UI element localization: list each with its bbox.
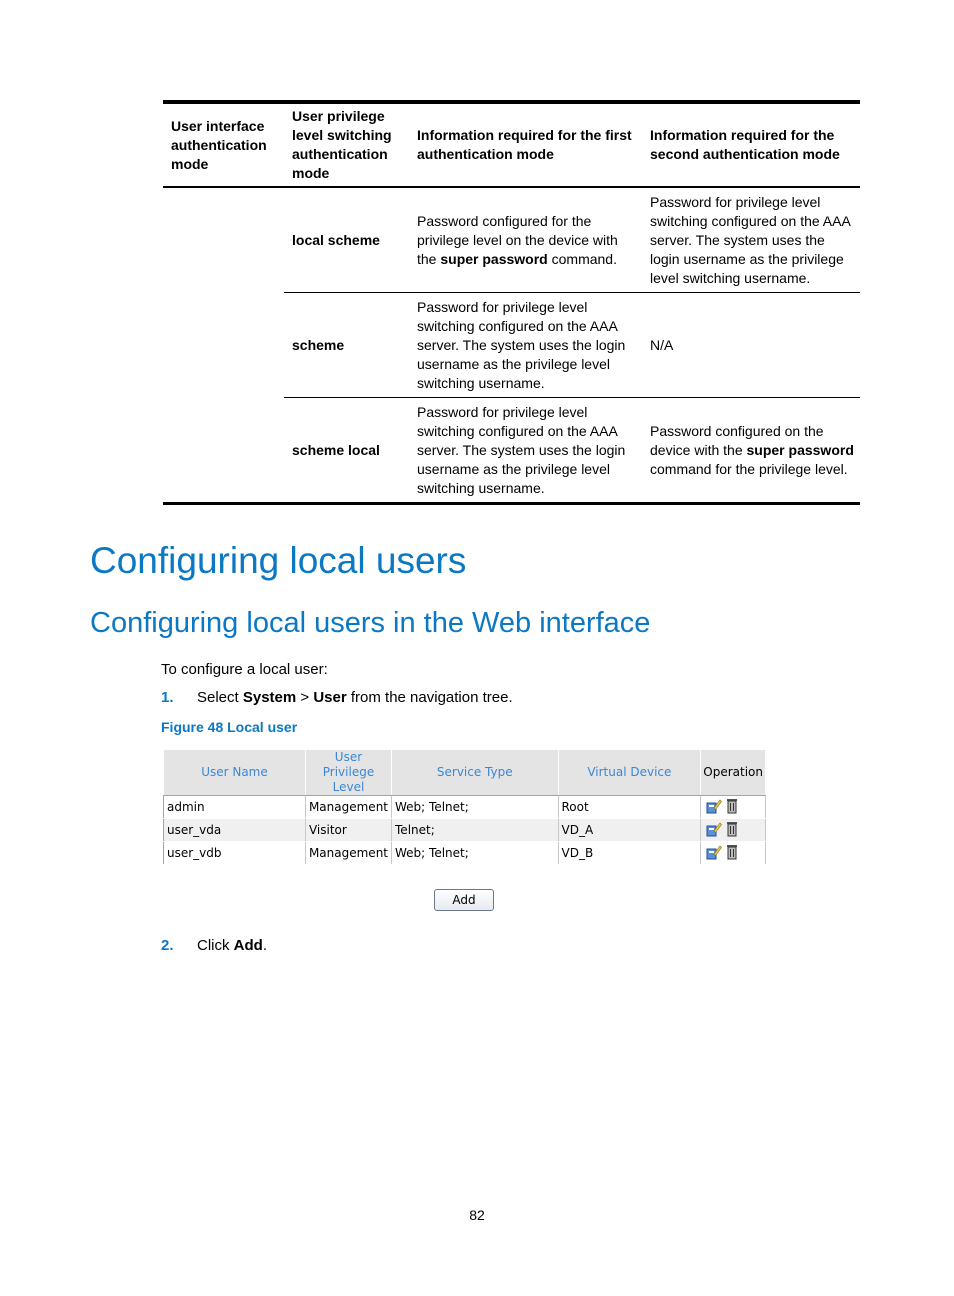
delete-icon[interactable] xyxy=(726,798,738,817)
user-name: admin xyxy=(164,796,306,819)
user-row xyxy=(164,842,766,865)
user-table-header-row xyxy=(164,750,766,796)
step-1: 1. Select System > User from the navigation tree. xyxy=(161,687,513,709)
step-number: 2. xyxy=(161,937,174,954)
virtual-device: VD_B xyxy=(558,842,701,865)
privilege-level: Visitor xyxy=(305,819,391,842)
service-type: Web; Telnet; xyxy=(392,796,558,819)
delete-icon[interactable] xyxy=(726,844,738,863)
second-info-cell: N/A xyxy=(642,293,860,398)
edit-icon[interactable] xyxy=(706,821,722,840)
operation-cell xyxy=(701,842,766,865)
column-user-name[interactable]: User Name xyxy=(164,750,306,796)
virtual-device: VD_A xyxy=(558,819,701,842)
first-info-cell: Password for privilege level switching configured on the AAA server. The system uses the login username as the privilege level switching username. xyxy=(417,403,626,496)
local-user-table xyxy=(163,749,766,865)
edit-icon[interactable] xyxy=(706,844,722,863)
user-row xyxy=(164,796,766,819)
section-heading: Configuring local users xyxy=(90,540,467,581)
second-info-cell: Password for privilege level switching configured on the AAA server. The system uses the login username as the privilege level switching username. xyxy=(642,187,860,293)
mode-cell: scheme local xyxy=(292,441,380,458)
mode-cell: scheme xyxy=(284,293,409,398)
intro-text: To configure a local user: xyxy=(161,661,328,678)
auth-table-header-row xyxy=(163,102,860,187)
empty-cell xyxy=(163,187,284,504)
header-first-info: Information required for the first authentication mode xyxy=(417,127,632,162)
operation-cell xyxy=(701,819,766,842)
privilege-level: Management xyxy=(305,842,391,865)
figure-caption: Figure 48 Local user xyxy=(161,719,298,735)
first-info-cell: Password for privilege level switching configured on the AAA server. The system uses the login username as the privilege level switching username. xyxy=(409,293,642,398)
mode-cell: local scheme xyxy=(284,187,409,293)
column-operation: Operation xyxy=(701,750,766,796)
authentication-mode-table xyxy=(163,100,860,505)
add-button[interactable]: Add xyxy=(434,889,494,911)
user-name: user_vdb xyxy=(164,842,306,865)
header-second-info: Information required for the second authentication mode xyxy=(650,127,840,162)
table-row xyxy=(163,187,860,293)
page-number: 82 xyxy=(469,1207,485,1223)
column-virtual-device[interactable]: Virtual Device xyxy=(558,750,701,796)
operation-cell xyxy=(701,796,766,819)
user-row xyxy=(164,819,766,842)
user-name: user_vda xyxy=(164,819,306,842)
second-info-cell: Password configured on the device with the super password command for the privilege level. xyxy=(650,422,854,477)
service-type: Telnet; xyxy=(392,819,558,842)
column-privilege-level[interactable]: User Privilege Level xyxy=(305,750,391,796)
step-2: 2. Click Add. xyxy=(161,935,267,957)
header-ui-auth-mode: User interface authentication mode xyxy=(171,117,267,172)
virtual-device: Root xyxy=(558,796,701,819)
step-number: 1. xyxy=(161,689,174,706)
column-service-type[interactable]: Service Type xyxy=(392,750,558,796)
subsection-heading: Configuring local users in the Web interface xyxy=(90,607,651,639)
service-type: Web; Telnet; xyxy=(392,842,558,865)
privilege-level: Management xyxy=(305,796,391,819)
delete-icon[interactable] xyxy=(726,821,738,840)
first-info-cell: Password configured for the privilege level on the device with the super password command. xyxy=(409,187,642,293)
edit-icon[interactable] xyxy=(706,798,722,817)
header-privilege-switch-mode: User privilege level switching authentication mode xyxy=(292,108,392,181)
